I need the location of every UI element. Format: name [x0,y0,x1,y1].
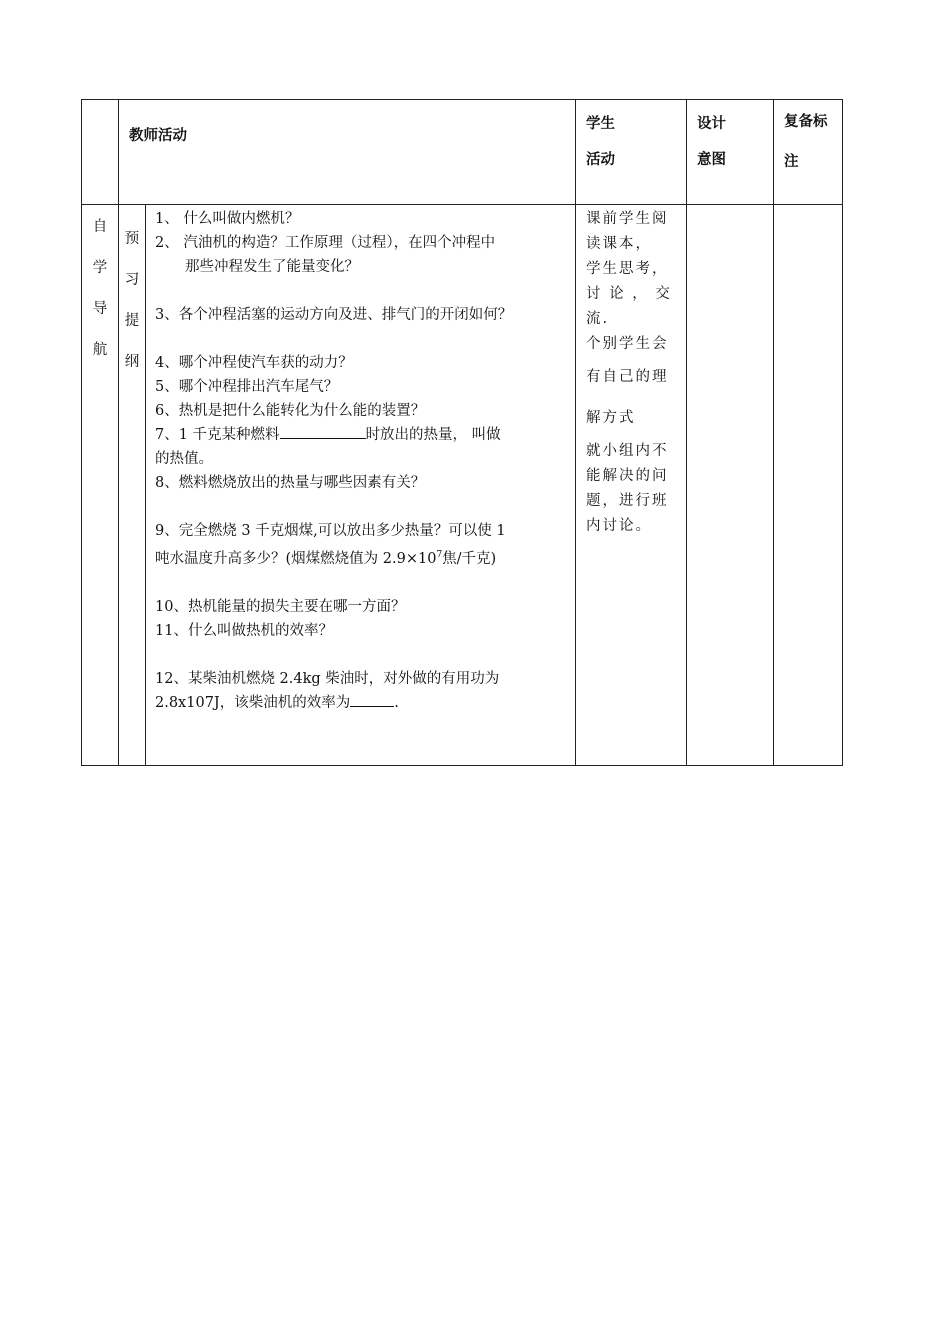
question-9-line2 [155,543,569,571]
question-9-prefix: 吨水温度升高多少？(烟煤燃烧值为 2.9×10 [155,550,437,567]
review-header-line1: 复备标 [784,114,828,130]
question-7-prefix: 7、1 千克某种燃料 [155,427,280,443]
answer-blank [350,692,394,707]
design-header-line1: 设计 [697,116,726,132]
review-notes-header [774,100,843,205]
exponent: 7 [436,550,443,560]
question-2-line1: 2、 汽油机的构造？工作原理（过程），在四个冲程中 [155,235,496,251]
section-sub-char: 习 [124,272,140,288]
review-notes-cell [774,205,843,766]
lesson-plan-table [81,99,843,766]
student-activity-line: 题，进行班 [586,493,669,509]
student-activity-line: 流. [586,311,610,327]
student-activity-header [576,100,687,205]
section-main-char: 航 [92,342,108,358]
question-8: 8、燃料燃烧放出的热量与哪些因素有关？ [155,475,426,491]
student-activity-line: 讨 论 ， 交 [586,286,672,302]
question-12-prefix: 2.8x107J，该柴油机的效率为 [155,694,351,711]
section-label-sub [119,205,146,766]
question-1: 1、 什么叫做内燃机？ [155,211,300,227]
student-activity-line: 内讨论。 [586,518,652,534]
student-activity-line: 个别学生会 [586,336,669,352]
section-label-main [82,205,119,766]
teacher-activity-label: 教师活动 [129,128,187,144]
question-12-suffix: . [394,694,399,711]
design-intent-cell [687,205,774,766]
section-main-char: 学 [92,260,108,276]
question-7-line2: 的热值。 [155,451,213,467]
student-activity-line: 学生思考， [586,261,669,277]
header-row [82,100,843,205]
student-activity-line: 课前学生阅 [586,211,669,227]
answer-blank [280,424,366,439]
question-9-suffix: 焦/千克) [442,550,497,567]
question-list [146,205,576,766]
question-3: 3、各个冲程活塞的运动方向及进、排气门的开闭如何？ [155,307,513,323]
question-12-line1: 12、某柴油机燃烧 2.4kg 柴油时，对外做的有用功为 [155,670,500,687]
question-10: 10、热机能量的损失主要在哪一方面？ [155,598,406,615]
question-7-suffix: 时放出的热量， 叫做 [365,427,501,443]
student-activity-line: 能解决的问 [586,468,669,484]
section-main-char: 导 [92,301,108,317]
section-sub-char: 预 [124,231,140,247]
student-activity-cell [576,205,687,766]
question-7-line1 [155,423,569,447]
header-blank-cell [82,100,119,205]
student-header-line2: 活动 [586,152,615,168]
section-sub-char: 纲 [124,354,140,370]
content-row [82,205,843,766]
student-activity-line: 解方式 [586,410,636,426]
question-4: 4、哪个冲程使汽车获的动力？ [155,355,353,371]
teacher-activity-header [119,100,576,205]
question-11: 11、什么叫做热机的效率？ [155,622,333,639]
student-activity-line: 读课本， [586,236,652,252]
design-header-line2: 意图 [697,152,726,168]
design-intent-header [687,100,774,205]
student-activity-line: 就小组内不 [586,443,669,459]
section-sub-char: 提 [124,313,140,329]
question-12-line2 [155,691,569,715]
question-2-line2: 那些冲程发生了能量变化？ [185,259,359,275]
student-header-line1: 学生 [586,116,615,132]
question-5: 5、哪个冲程排出汽车尾气？ [155,379,339,395]
review-header-line2: 注 [784,154,799,170]
student-activity-line: 有自己的理 [586,369,669,385]
section-main-char: 自 [92,219,108,235]
question-6: 6、热机是把什么能转化为什么能的装置？ [155,403,426,419]
question-9-line1: 9、完全燃烧 3 千克烟煤,可以放出多少热量？可以使 1 [155,523,506,539]
